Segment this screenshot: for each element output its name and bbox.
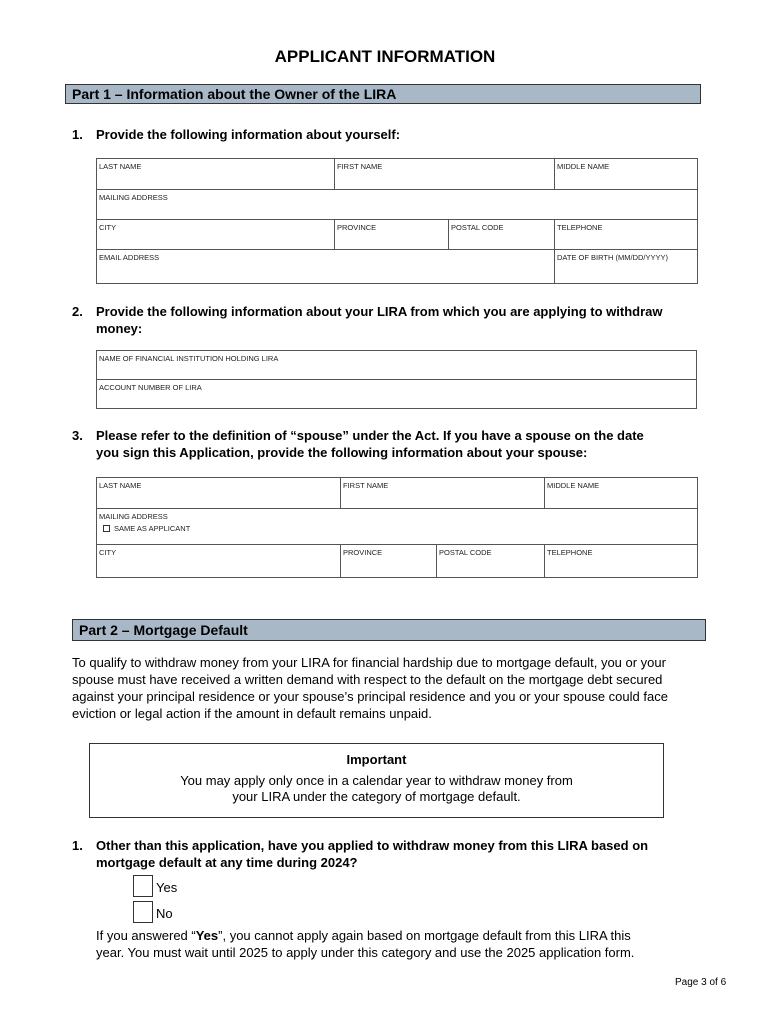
field-label: ACCOUNT NUMBER OF LIRA [99,383,202,392]
field-label: MAILING ADDRESS [99,512,168,521]
same-as-applicant-checkbox[interactable] [103,525,110,532]
field-label: TELEPHONE [557,223,603,232]
page-title: APPLICANT INFORMATION [274,47,496,66]
no-label: No [156,906,173,921]
question-text-line-2: mortgage default at any time during 2024? [96,855,358,870]
field-label: POSTAL CODE [451,223,504,232]
page-number: Page 3 of 6 [675,977,727,988]
owner-city-field[interactable] [97,220,335,250]
owner-first-name-field[interactable] [335,159,555,190]
spouse-city-field[interactable] [97,545,341,578]
part2-intro [72,654,712,722]
question-number: 3. [72,428,83,443]
note-line-2: year. You must wait until 2025 to apply under this category and use the 2025 application form. [96,945,635,960]
yes-label: Yes [156,880,178,895]
note-suffix: ”, you cannot apply again based on mortgage default from this LIRA this [218,928,631,943]
owner-middle-name-field[interactable] [555,159,698,190]
spouse-telephone-field[interactable] [545,545,698,578]
intro-line: eviction or legal action if the amount in default remains unpaid. [72,706,432,721]
owner-postal-code-field[interactable] [449,220,555,250]
question-number: 1. [72,127,83,142]
field-label: LAST NAME [99,162,142,171]
field-label: PROVINCE [343,548,383,557]
spouse-last-name-field[interactable] [97,478,341,509]
important-notice [89,743,664,818]
note-line-1 [96,927,716,944]
question-1 [72,126,712,144]
spouse-province-field[interactable] [341,545,437,578]
same-as-applicant-option[interactable] [99,524,695,533]
intro-line: To qualify to withdraw money from your LIRA for financial hardship due to mortgage default, you or your [72,655,666,670]
yes-checkbox[interactable] [133,875,153,897]
important-line-2: your LIRA under the category of mortgage default. [232,789,521,804]
field-label: TELEPHONE [547,548,593,557]
owner-email-field[interactable] [97,250,555,284]
field-label: NAME OF FINANCIAL INSTITUTION HOLDING LIRA [99,354,279,363]
owner-last-name-field[interactable] [97,159,335,190]
lira-account-number-field[interactable] [97,380,697,409]
owner-province-field[interactable] [335,220,449,250]
question-text-line-1: Provide the following information about your LIRA from which you are applying to withdraw [96,304,663,319]
owner-dob-field[interactable] [555,250,698,284]
field-label: LAST NAME [99,481,142,490]
spouse-mailing-address-field[interactable] [97,509,698,545]
field-label: MIDDLE NAME [557,162,610,171]
same-as-applicant-label: SAME AS APPLICANT [114,524,191,533]
question-2 [72,303,722,339]
yes-answer-note [96,927,716,961]
spouse-first-name-field[interactable] [341,478,545,509]
owner-info-form [96,158,698,284]
question-3 [72,427,722,463]
field-label: MIDDLE NAME [547,481,600,490]
question-text-line-1: Please refer to the definition of “spouse” under the Act. If you have a spouse on the date [96,428,644,443]
field-label: EMAIL ADDRESS [99,253,160,262]
field-label: POSTAL CODE [439,548,492,557]
lira-info-form [96,350,697,409]
spouse-info-form [96,477,698,578]
part2-question-1 [72,837,722,873]
note-bold: Yes [195,928,219,943]
important-line-1: You may apply only once in a calendar year to withdraw money from [180,773,573,788]
important-heading: Important [346,752,407,767]
field-label: FIRST NAME [337,162,383,171]
field-label: MAILING ADDRESS [99,193,168,202]
part1-header: Part 1 – Information about the Owner of the LIRA [65,84,701,104]
field-label: DATE OF BIRTH (MM/DD/YYYY) [557,253,668,262]
owner-telephone-field[interactable] [555,220,698,250]
field-label: PROVINCE [337,223,377,232]
note-prefix: If you answered “ [96,928,196,943]
question-number: 2. [72,304,83,319]
question-number: 1. [72,838,83,853]
lira-institution-field[interactable] [97,351,697,380]
part2-header: Part 2 – Mortgage Default [72,619,706,641]
field-label: CITY [99,548,117,557]
spouse-postal-code-field[interactable] [437,545,545,578]
intro-line: against your principal residence or your spouse’s principal residence and you or your spouse could face [72,689,668,704]
field-label: FIRST NAME [343,481,389,490]
question-text-line-2: you sign this Application, provide the following information about your spouse: [96,445,588,460]
question-text-line-1: Other than this application, have you applied to withdraw money from this LIRA based on [96,838,649,853]
question-text: Provide the following information about yourself: [96,127,401,142]
field-label: CITY [99,223,117,232]
spouse-middle-name-field[interactable] [545,478,698,509]
question-text-line-2: money: [96,321,143,336]
no-checkbox[interactable] [133,901,153,923]
intro-line: spouse must have received a written demand with respect to the default on the mortgage debt secured [72,672,663,687]
owner-mailing-address-field[interactable] [97,190,698,220]
